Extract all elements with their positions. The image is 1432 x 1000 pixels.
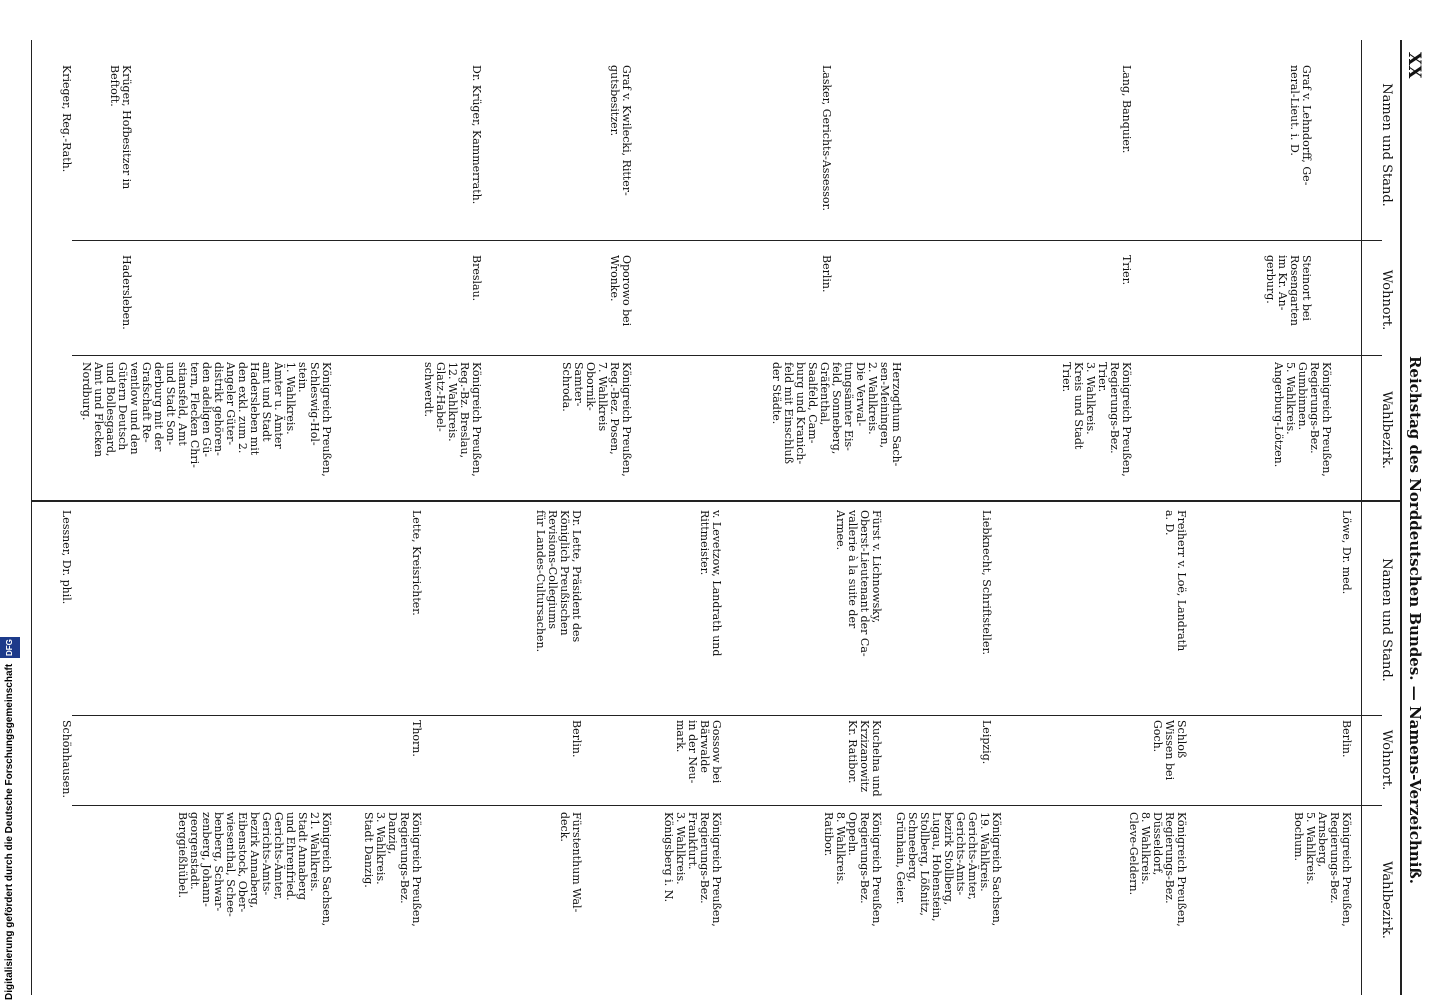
column-rule: [32, 500, 1402, 502]
header-rule-top: [1400, 40, 1402, 995]
member-name: Graf v. Kwilecki, Ritter- gutsbesitzer.: [608, 65, 633, 196]
member-residence: Berlin.: [1340, 720, 1353, 758]
member-district: Königreich Preußen, Regierungs-Bez. Frankfurt. 3. Wahlkreis. Königsberg i. N.: [662, 812, 723, 927]
column-rule: [72, 715, 1382, 716]
member-name: Dr. Krüger, Kammerrath.: [470, 65, 483, 205]
header-left-residence: Wohnort.: [1379, 269, 1394, 331]
column-rule: [72, 805, 1382, 806]
header-right-residence: Wohnort.: [1379, 729, 1394, 791]
member-residence: Berlin.: [570, 720, 583, 758]
member-name: Lang, Banquier.: [1120, 65, 1133, 154]
member-residence: Leipzig.: [980, 720, 993, 765]
member-district: Königreich Preußen, Regierungs-Bez. Arnsberg, 5. Wahlkreis. Bochum.: [1292, 812, 1353, 927]
member-district: Königreich Preußen, Reg.-Bez. Posen, 7. Wahlkreis Obornik- Samter- Schroda.: [560, 362, 633, 477]
member-district: Königreich Preußen, Schleswig-Hol- stein. 1. Wahlkreis. Ämter u. Ämter amt und Stadt Hadersleben mit den exkl. zum 2. Angeler Güter- distrikt gehören- den adeligen Gü- tern, Flecken Chri- stiansfeld, Amt und Stadt Son- derburg mit der Grafschaft Re- ventlow und den Gütern Deutsch und Bollesgaard, Amt und Flecken Nordburg.: [80, 362, 333, 477]
member-name: Löwe, Dr. med.: [1340, 510, 1353, 595]
column-rule: [72, 355, 1382, 356]
member-district: Königreich Preußen, Reg.-Bz. Breslau, 12. Wahlkreis. Glatz-Habel- schwerdt.: [422, 362, 483, 477]
header-right-name: Namen und Stand.: [1379, 558, 1394, 682]
column-rule: [72, 240, 1382, 241]
member-residence: Steinort bei Rosengarten im Kr. An- gerburg.: [1264, 255, 1313, 327]
header-left-district: Wahlbezirk.: [1379, 391, 1394, 469]
member-name: Lette, Kreisrichter.: [410, 510, 423, 616]
member-residence: Oporowo bei Wronke.: [608, 255, 633, 327]
member-district: Königreich Preußen, Regierungs-Bez. Trier. 3. Wahlkreis. Kreis und Stadt Trier.: [1060, 362, 1133, 477]
member-residence: Hadersleben.: [120, 255, 133, 330]
member-residence: Thorn.: [410, 720, 423, 757]
member-name: Lessner, Dr. phil.: [60, 510, 73, 605]
digitization-footer: [0, 0, 20, 1000]
member-name: Krieger, Reg.-Rath.: [60, 65, 73, 173]
header-left-name: Namen und Stand.: [1379, 83, 1394, 207]
dfg-logo: DFG: [0, 637, 20, 658]
member-name: Krüger, Hofbesitzer in Beftoft.: [108, 65, 133, 190]
member-residence: Berlin.: [820, 255, 833, 293]
member-residence: Schönhausen.: [60, 720, 73, 798]
member-district: Königreich Sachsen, 21. Wahlkreis. Stadt Annaberg und Ehrenfried. Gerichts-Ämter, Gerichts-Amts- bezirk Annaberg, Eibenstock, Ober- wiesenthal, Schee- benberg, Schwar- zenberg, Johann- georgenstadt. Berggießhübel.: [176, 812, 333, 927]
member-name: Dr. Lette, Präsident des Königlich Preußischen Revisions-Collegiums für Landes-Cultursachen.: [534, 510, 583, 653]
member-district: Königreich Preußen, Regierungs-Bez. Gumbinnen. 5. Wahlkreis. Angerburg-Lötzen.: [1272, 362, 1333, 477]
bottom-rule: [31, 40, 32, 995]
member-name: v. Levetzow, Landrath und Rittmeister.: [698, 510, 723, 657]
member-name: Fürst v. Lichnowsky, Oberst-Lieutenant der Ca- vallerie à la suite der Armee.: [834, 510, 883, 657]
member-name: Lasker, Gerichts-Assessor.: [820, 65, 833, 212]
page-number: XX: [1404, 52, 1424, 79]
member-district: Königreich Preußen, Regierungs-Bez. Danzig, 3. Wahlkreis. Stadt Danzig.: [362, 812, 423, 927]
member-district: Königreich Sachsen, 19. Wahlkreis. Gerichts-Ämter, Gerichts-Amts- bezirk Stollberg, Lugau, Hohenstein, Stollberg, Lößnitz, Schneeberg, Grünhain, Geier.: [894, 812, 1003, 927]
member-residence: Schloß Wissen bei Goch.: [1151, 720, 1188, 781]
member-district: Herzogthum Sach- sen-Meiningen, 2. Wahlkreis. Die Verwal- tungsämter Eis- feld, Sonneberg, Gräfenthal, Saalfeld, Cam- burg und Kranich- feld mit Einschluß der Städte.: [770, 362, 903, 467]
header-rule-bottom: [1361, 40, 1362, 995]
member-residence: Breslau.: [470, 255, 483, 302]
member-district: Fürstenthum Wal- deck.: [558, 812, 583, 913]
member-residence: Trier.: [1120, 255, 1133, 286]
member-residence: Kuchelna und Krzizanowitz Kr. Ratibor.: [846, 720, 883, 797]
member-residence: Gossow bei Bärwalde in der Neu- mark.: [674, 720, 723, 784]
header-right-district: Wahlbezirk.: [1379, 861, 1394, 939]
footer-text: Digitalisierung gefördert durch die Deutsche Forschungsgemeinschaft: [4, 663, 15, 1000]
running-title: Reichstag des Norddeutschen Bundes. — Namens-Verzeichniß.: [1406, 355, 1424, 885]
member-district: Königreich Preußen, Regierungs-Bez. Düsseldorf, 8. Wahlkreis. Cleve-Geldern.: [1127, 812, 1188, 927]
member-district: Königreich Preußen, Regierungs-Bez. Oppeln. 8. Wahlkreis. Ratibor.: [822, 812, 883, 927]
member-name: Freiherr v. Loë, Landrath a. D.: [1163, 510, 1188, 652]
member-name: Graf v. Lehndorff, Ge- neral-Lieut. i. D.: [1288, 65, 1313, 186]
member-name: Liebknecht, Schriftsteller.: [980, 510, 993, 656]
